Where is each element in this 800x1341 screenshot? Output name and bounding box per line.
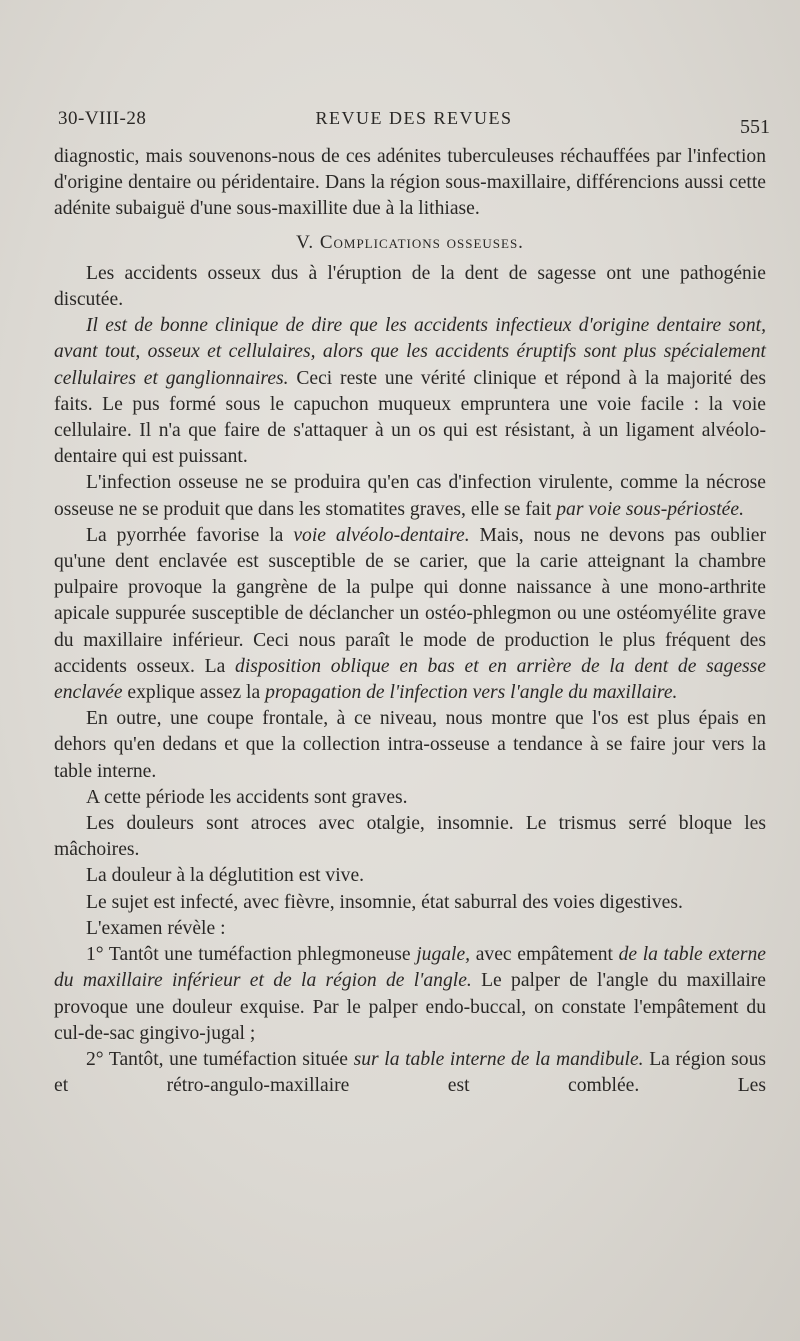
- italic-text: voie alvéolo-dentaire.: [293, 524, 470, 546]
- italic-text: propagation de l'infection vers l'angle du maxillaire.: [265, 682, 678, 704]
- text-run: En outre, une coupe frontale, à ce niveau, nous montre que l'os est plus épais en dehors qu'en dedans et que la collection intra-osseuse a tendance à se faire jour vers la table interne.: [54, 708, 766, 782]
- paragraph: [54, 706, 766, 785]
- text-run: Le sujet est infecté, avec fièvre, insomnie, état saburral des voies digestives.: [86, 891, 683, 913]
- paragraph: [54, 313, 766, 470]
- header-date: 30-VIII-28: [58, 108, 147, 129]
- text-run: La douleur à la déglutition est vive.: [86, 865, 365, 887]
- text-run: explique assez la: [122, 682, 266, 704]
- italic-text: disposition oblique en bas et en arrière de la dent de sagesse enclavée: [54, 655, 766, 704]
- text-run: A cette période les accidents sont graves.: [86, 786, 408, 808]
- text-run: Ceci reste une vérité clinique et répond à la majorité des faits. Le pus formé sous le capuchon muqueux empruntera une voie facile : la voie cellulaire. Il n'a que faire de s'attaquer à un os qui est résistant, à un ligament alvéolo-dentaire qui est puissant.: [54, 367, 766, 468]
- text-run: Les accidents osseux dus à l'éruption de la dent de sagesse ont une pathogénie discutée.: [54, 262, 766, 311]
- section-heading: V. Complications osseuses.: [296, 231, 524, 253]
- paragraph: [54, 785, 766, 811]
- italic-text: jugale,: [416, 944, 471, 966]
- paragraph: [54, 942, 766, 1047]
- text-run: 2° Tantôt, une tuméfaction située: [86, 1048, 354, 1070]
- paragraph: [54, 144, 766, 223]
- text-run: La pyorrhée favorise la: [86, 524, 294, 546]
- running-header: [58, 104, 770, 140]
- text-run: diagnostic, mais souvenons-nous de ces adénites tuberculeuses réchauffées par l'infection d'origine dentaire ou péridentaire. Dans la région sous-maxillaire, différencions aussi cette adénite subaiguë d'une sous-maxillite due à la lithiase.: [54, 146, 766, 220]
- paragraph: [54, 1047, 766, 1099]
- article-body: [54, 144, 766, 1099]
- italic-text: Il est de bonne clinique de dire que les accidents infectieux d'origine dentaire sont, avant tout, osseux et cellulaires, alors que les accidents éruptifs sont plus spécialement cellulaires et ganglionnaires.: [54, 315, 766, 389]
- page-number: 551: [740, 116, 770, 138]
- text-run: Les douleurs sont atroces avec otalgie, insomnie. Le trismus serré bloque les mâchoires.: [54, 813, 766, 861]
- text-run: avec empâtement: [470, 944, 619, 966]
- text-run: Mais, nous ne devons pas oublier qu'une dent enclavée est susceptible de se carier, que la carie atteignant la chambre pulpaire provoque la gangrène de la pulpe qui donne naissance à une mono-arthrite apicale suppurée susceptible de déclancher un ostéo-phlegmon ou une ostéomyélite grave du maxillaire inférieur. Ceci nous paraît le mode de production le plus fréquent des accidents osseux. La: [54, 524, 766, 677]
- paragraph: [54, 261, 766, 313]
- text-run: La région sous et rétro-angulo-maxillaire est comblée. Les: [54, 1048, 766, 1097]
- paragraph: [54, 811, 766, 863]
- paragraph: [54, 916, 766, 942]
- text-run: L'infection osseuse ne se produira qu'en cas d'infection virulente, comme la nécrose osseuse ne se produit que dans les stomatites graves, elle se fait: [54, 472, 766, 520]
- italic-text: de la table externe du maxillaire inférieur et de la région de l'angle.: [54, 944, 766, 992]
- italic-text: sur la table interne de la mandibule.: [353, 1048, 644, 1070]
- text-run: L'examen révèle :: [86, 917, 226, 939]
- text-run: Le palper de l'angle du maxillaire provoque une douleur exquise. Par le palper endo-buccal, on constate l'empâtement du cul-de-sac gingivo-jugal ;: [54, 970, 767, 1044]
- paragraph: [54, 523, 766, 706]
- paragraph: [54, 863, 766, 889]
- header-journal-title: REVUE DES REVUES: [315, 108, 513, 128]
- paragraph: [54, 470, 766, 522]
- paragraph: [54, 890, 766, 916]
- text-run: 1° Tantôt une tuméfaction phlegmoneuse: [86, 944, 417, 966]
- italic-text: par voie sous-périostée.: [556, 498, 744, 520]
